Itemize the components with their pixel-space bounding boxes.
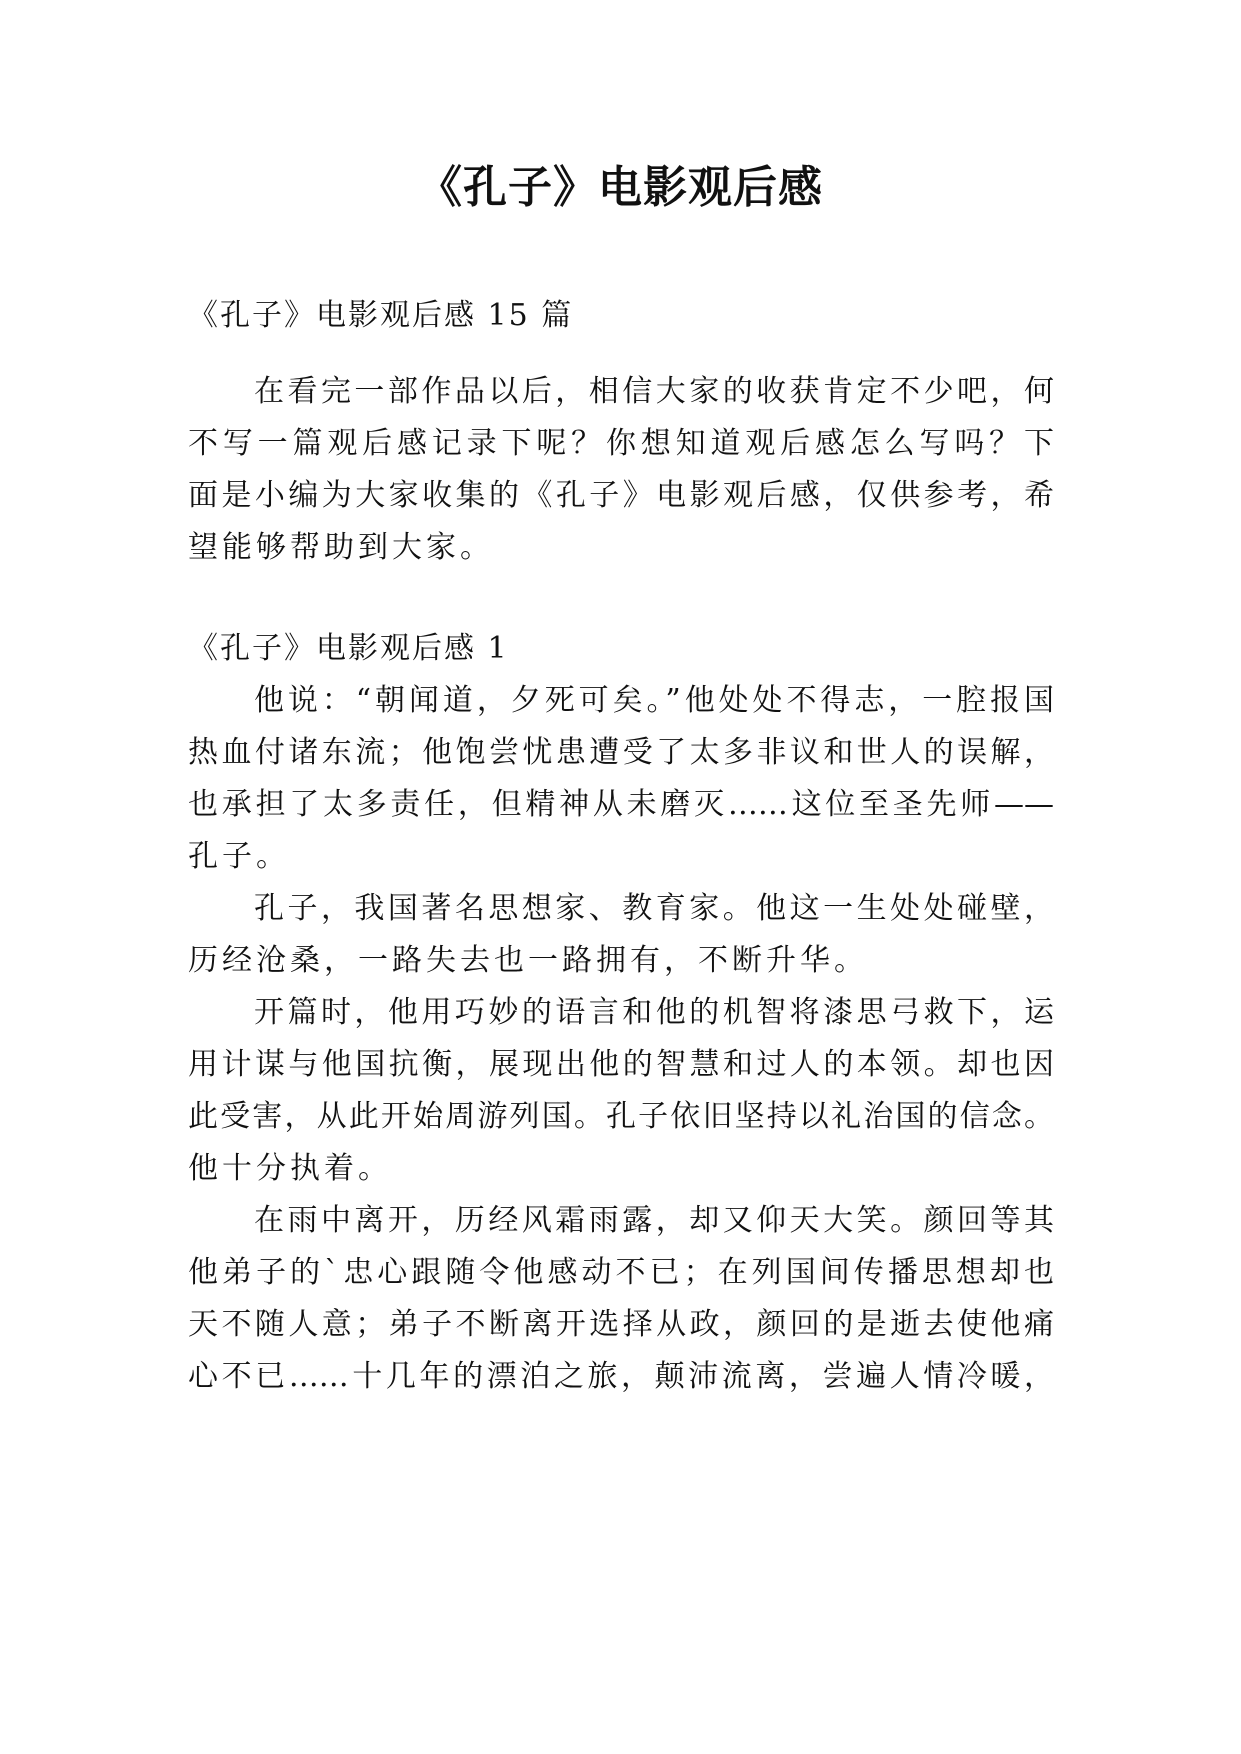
p2-line-2: 历经沧桑，一路失去也一路拥有，不断升华。 bbox=[188, 943, 868, 978]
p3-line-1: 开篇时，他用巧妙的语言和他的机智将漆思弓救下，运 bbox=[254, 995, 1054, 1030]
intro-line-1: 在看完一部作品以后，相信大家的收获肯定不少吧，何 bbox=[254, 374, 1054, 409]
intro-line-4: 望能够帮助到大家。 bbox=[188, 530, 494, 565]
intro-line-2: 不写一篇观后感记录下呢？你想知道观后感怎么写吗？下 bbox=[188, 426, 1054, 461]
p1-line-4: 孔子。 bbox=[188, 839, 290, 874]
document-subtitle: 《孔子》电影观后感 15 篇 bbox=[188, 298, 574, 333]
p4-line-4: 心不已……十几年的漂泊之旅，颠沛流离，尝遍人情冷暖， bbox=[188, 1359, 1054, 1394]
section-heading-1: 《孔子》电影观后感 1 bbox=[188, 631, 509, 666]
p1-line-1: 他说：“朝闻道，夕死可矣。”他处处不得志，一腔报国 bbox=[254, 683, 1054, 718]
p4-line-3: 天不随人意；弟子不断离开选择从政，颜回的是逝去使他痛 bbox=[188, 1307, 1054, 1342]
p2-line-1: 孔子，我国著名思想家、教育家。他这一生处处碰壁， bbox=[254, 891, 1054, 926]
p3-line-4: 他十分执着。 bbox=[188, 1151, 392, 1186]
p4-line-2: 他弟子的`忠心跟随令他感动不已；在列国间传播思想却也 bbox=[188, 1255, 1054, 1290]
p1-line-3: 也承担了太多责任，但精神从未磨灭……这位至圣先师—— bbox=[188, 787, 1054, 822]
intro-line-3: 面是小编为大家收集的《孔子》电影观后感，仅供参考，希 bbox=[188, 478, 1054, 513]
p4-line-1: 在雨中离开，历经风霜雨露，却又仰天大笑。颜回等其 bbox=[254, 1203, 1054, 1238]
p3-line-3: 此受害，从此开始周游列国。孔子依旧坚持以礼治国的信念。 bbox=[188, 1099, 1054, 1134]
document-title: 《孔子》电影观后感 bbox=[418, 162, 823, 213]
p3-line-2: 用计谋与他国抗衡，展现出他的智慧和过人的本领。却也因 bbox=[188, 1047, 1054, 1082]
p1-line-2: 热血付诸东流；他饱尝忧患遭受了太多非议和世人的误解， bbox=[188, 735, 1054, 770]
